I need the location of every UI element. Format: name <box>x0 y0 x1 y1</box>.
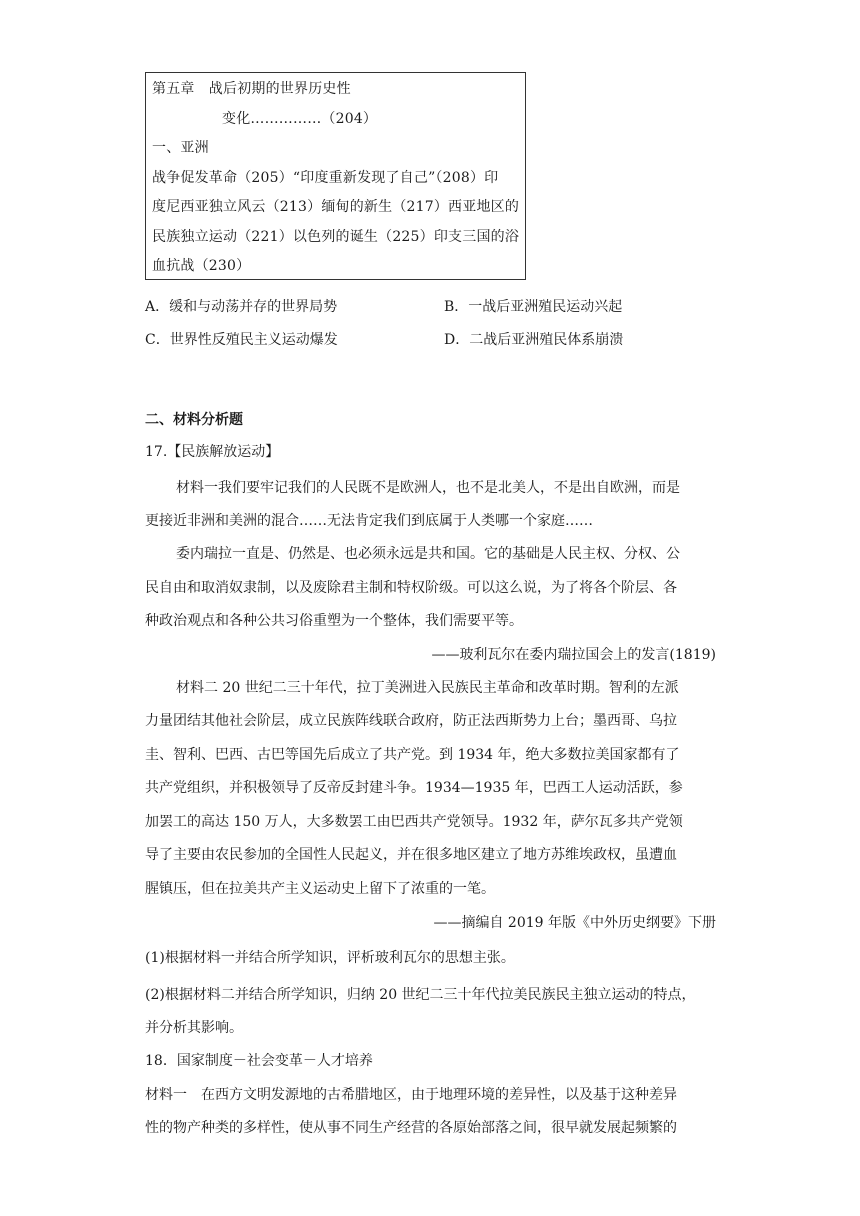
question-18-heading: 18．国家制度－社会变革－人才培养 <box>145 1053 373 1069</box>
q18-material-1-line: 材料一 在西方文明发源地的古希腊地区，由于地理环境的差异性，以及基于这种差异 <box>145 1087 677 1103</box>
toc-section-asia: 一、亚洲 <box>152 140 209 156</box>
q17-material-1-source: ——玻利瓦尔在委内瑞拉国会上的发言(1819) <box>431 647 716 663</box>
toc-chapter-title-cont: 变化……………（204） <box>222 110 378 127</box>
toc-chapter-title: 第五章 战后初期的世界历史性 <box>152 81 351 97</box>
q17-material-2-line: 加罢工的高达 150 万人，大多数罢工由巴西共产党领导。1932 年，萨尔瓦多共产党领 <box>145 814 683 830</box>
toc-entries-line: 战争促发革命（205）“印度重新发现了自己”（208）印 <box>152 169 499 186</box>
option-c: C．世界性反殖民主义运动爆发 <box>145 332 338 348</box>
option-d: D．二战后亚洲殖民体系崩溃 <box>444 332 624 348</box>
q17-material-2-line: 导了主要由农民参加的全国性人民起义，并在很多地区建立了地方苏维埃政权，虽遭血 <box>145 847 677 863</box>
q17-material-1b-line: 民自由和取消奴隶制，以及废除君主制和特权阶级。可以这么说，为了将各个阶层、各 <box>145 580 677 596</box>
q17-material-1b-line: 委内瑞拉一直是、仍然是、也必须永远是共和国。它的基础是人民主权、分权、公 <box>176 546 680 562</box>
question-17-heading: 17.【民族解放运动】 <box>145 444 280 460</box>
q17-subquestion-2: (2)根据材料二并结合所学知识，归纳 20 世纪二三十年代拉美民族民主独立运动的特点， <box>145 987 696 1003</box>
q17-material-1b-line: 种政治观点和各种公共习俗重塑为一个整体，我们需要平等。 <box>145 613 523 629</box>
option-a: A．缓和与动荡并存的世界局势 <box>145 299 338 315</box>
q17-subquestion-1: (1)根据材料一并结合所学知识，评析玻利瓦尔的思想主张。 <box>145 950 515 966</box>
table-of-contents-excerpt <box>145 72 526 280</box>
option-b: B．一战后亚洲殖民运动兴起 <box>444 299 623 315</box>
q17-material-1-line: 材料一我们要牢记我们的人民既不是欧洲人，也不是北美人，不是出自欧洲，而是 <box>176 480 680 496</box>
q17-material-2-line: 共产党组织，并积极领导了反帝反封建斗争。1934—1935 年，巴西工人运动活跃，参 <box>145 780 683 796</box>
toc-entries-line: 血抗战（230） <box>152 258 251 274</box>
q17-material-2-line: 腥镇压，但在拉美共产主义运动史上留下了浓重的一笔。 <box>145 881 495 897</box>
toc-entries-line: 度尼西亚独立风云（213）缅甸的新生（217）西亚地区的 <box>152 199 520 215</box>
q17-subquestion-2-cont: 并分析其影响。 <box>145 1020 243 1036</box>
q17-material-2-line: 圭、智利、巴西、古巴等国先后成立了共产党。到 1934 年，绝大多数拉美国家都有了 <box>145 747 680 763</box>
toc-entries-line: 民族独立运动（221）以色列的诞生（225）印支三国的浴 <box>152 228 520 245</box>
q17-material-1-line: 更接近非洲和美洲的混合……无法肯定我们到底属于人类哪一个家庭…… <box>145 513 593 529</box>
q17-material-2-line: 力量团结其他社会阶层，成立民族阵线联合政府，防正法西斯势力上台；墨西哥、乌拉 <box>145 713 677 729</box>
q17-material-2-line: 材料二 20 世纪二三十年代，拉丁美洲进入民族民主革命和改革时期。智利的左派 <box>176 680 679 696</box>
section-title: 二、材料分析题 <box>145 412 243 428</box>
q17-material-2-source: ——摘编自 2019 年版《中外历史纲要》下册 <box>433 915 716 931</box>
q18-material-1-line: 性的物产种类的多样性，使从事不同生产经营的各原始部落之间，很早就发展起频繁的 <box>145 1120 677 1136</box>
